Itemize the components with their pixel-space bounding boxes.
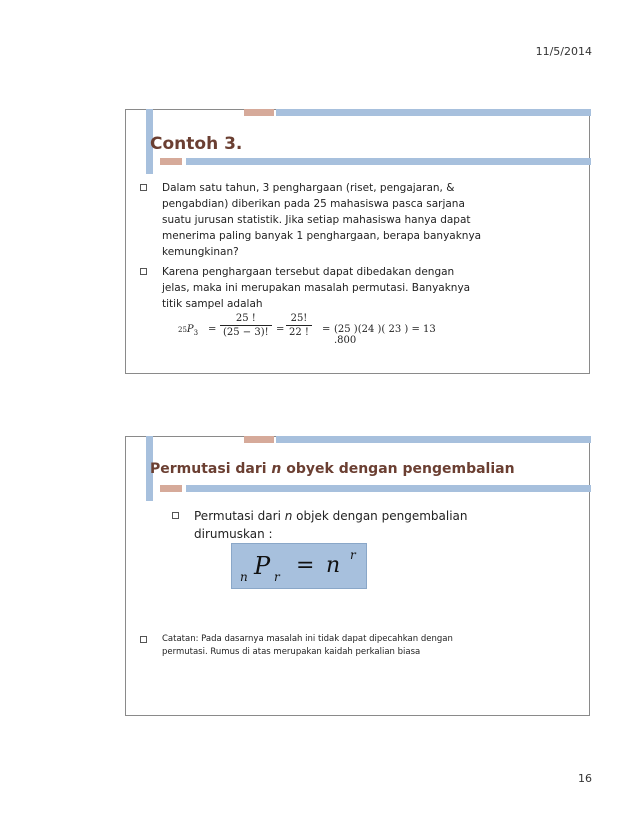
note-list [140,633,460,659]
formula-P: P [254,552,271,580]
bullet-text [194,509,468,541]
slide-title-part1: Permutasi dari [150,461,272,477]
formula-lhs [178,324,198,337]
bullet-text-part2: objek dengan pengembalian dirumuskan : [194,509,468,541]
bullet-text: Dalam satu tahun, 3 penghargaan (riset, pengajaran, & pengabdian) diberikan pada 25 mahasiswa pasca sarjana suatu jurusan statistik. Jika setiap mahasiswa hanya dapat menerima paling banyak 1 penghargaan, berapa banyaknya kemungkinan? [162,182,482,258]
note-text: Catatan: Pada dasarnya masalah ini tidak dapat dipecahkan dengan permutasi. Rumus di atas merupakan kaidah perkalian biasa [162,634,453,657]
bullet-text: Karena penghargaan tersebut dapat dibedakan dengan jelas, maka ini merupakan masalah permutasi. Banyaknya titik sampel adalah [162,266,471,310]
decor-bar-top [276,436,591,443]
decor-bar-mid [186,485,591,492]
bullet-item [140,180,485,260]
bullet-text-part1: Permutasi dari [194,509,285,523]
decor-bar-mid-accent [160,485,182,492]
formula-base: n [326,553,341,578]
bullet-list [172,507,502,543]
permutation-formula [166,312,446,348]
fraction-2 [286,312,312,340]
decor-bar-mid [186,158,591,165]
slide-permutasi-pengembalian [125,436,590,716]
fraction-1-numerator: 25 ! [220,312,272,326]
slide-title-italic: n [271,461,282,477]
decor-bar-top-accent [244,109,274,116]
decor-bar-top-accent [244,436,274,443]
slide-title: Contoh 3. [150,134,243,154]
header-date: 11/5/2014 [535,45,592,58]
equals-sign: = [208,324,217,335]
square-bullet-icon [172,512,179,519]
page-number: 16 [578,772,592,785]
decor-bar-mid-accent [160,158,182,165]
slide-title [150,461,515,477]
equals-sign: = [276,324,285,335]
fraction-1-denominator: (25 − 3)! [223,327,269,338]
formula-lhs-sub: 3 [193,329,199,337]
formula-lhs-prefix: 25 [178,326,187,334]
bullet-text-italic: n [284,509,293,523]
bullet-item [140,633,460,659]
formula-box [231,543,367,589]
bullet-list [140,180,485,316]
slide-contoh-3 [125,109,590,374]
bullet-item [140,264,485,312]
formula-product: (25 )(24 )( 23 ) = 13 .800 [334,324,436,346]
square-bullet-icon [140,636,147,643]
fraction-1 [220,312,272,340]
formula-left-sub: n [240,570,248,584]
formula-equals: = [296,553,315,578]
formula-lhs-P: P [186,324,194,335]
square-bullet-icon [140,268,147,275]
formula-exponent: r [350,548,356,562]
fraction-2-denominator: 22 ! [289,327,309,338]
formula-right-sub: r [274,570,280,584]
slide-title-part2: obyek dengan pengembalian [281,461,515,477]
fraction-2-numerator: 25! [286,312,312,326]
decor-bar-top [276,109,591,116]
equals-sign: = [322,324,331,335]
bullet-item [172,507,502,543]
square-bullet-icon [140,184,147,191]
